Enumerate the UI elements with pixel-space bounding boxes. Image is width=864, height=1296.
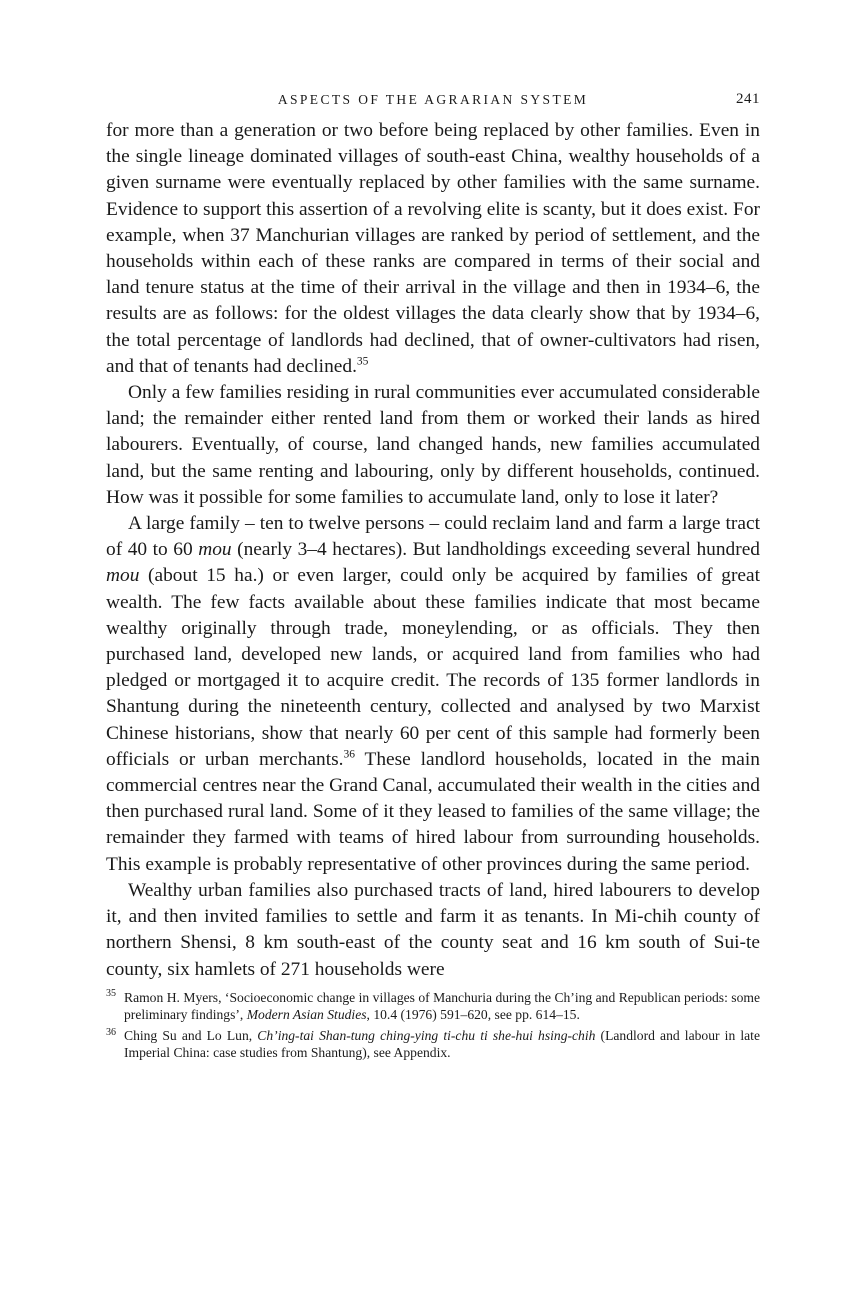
paragraph-2: Only a few families residing in rural communities ever accumulated considerable land; the remainder either rented land from them or worked their lands as hired labourers. Eventually, of course, land changed hands, new families accumulated land, but the same renting and labouring, only by different households, continued. How was it possible for some families to accumulate land, only to lose it later?: [106, 382, 760, 508]
footnote-text: Ching Su and Lo Lun,: [124, 1028, 258, 1044]
term-mou: mou: [198, 539, 232, 561]
journal-title: Modern Asian Studies: [246, 1006, 367, 1022]
paragraph-1-text: for more than a generation or two before being replaced by other families. Even in the single lineage dominated villages of south-east China, wealthy households of a given surname were eventually replaced by other families with the same surname. Evidence to support this assertion of a revolving elite is scanty, but it does exist. For example, when 37 Manchurian villages are ranked by period of settlement, and the households within each of these ranks are compared in terms of their social and land tenure status at the time of their arrival in the village and then in 1934–6, the results are as follows: for the oldest villages the data clearly show that by 1934–6, the total percentage of landlords had declined, that of owner-cultivators had risen, and that of tenants had declined.: [106, 120, 760, 377]
footnote-35: 35 Ramon H. Myers, ‘Socioeconomic change in villages of Manchuria during the Ch’ing and Republican periods: some preliminary findings’, Modern Asian Studies, 10.4 (1976) 591–620, see pp. 614–15.: [106, 988, 760, 1022]
footnotes: [106, 989, 760, 1062]
page-number: 241: [736, 91, 760, 107]
paragraph-1: [106, 118, 760, 380]
paragraph-3-text-c: (about 15 ha.) or even larger, could only be acquired by families of great wealth. The few facts available about these families indicate that most became wealthy originally through trade, moneylending, or as officials. They then purchased land, developed new lands, or acquired land from families who had pledged or mortgaged it to acquire credit. The records of 135 former landlords in Shantung during the nineteenth century, collected and analysed by two Marxist Chinese historians, show that nearly 60 per cent of this sample had formerly been officials or urban merchants.: [106, 565, 760, 770]
footnote-text: Ramon H. Myers, ‘Socioeconomic change in villages of Manchuria during the Ch’ing and Republican periods: some preliminary findings’,: [124, 989, 760, 1022]
paragraph-4: Wealthy urban families also purchased tracts of land, hired labourers to develop it, and then invited families to settle and farm it as tenants. In Mi-chih county of northern Shensi, 8 km south-east of the county seat and 16 km south of Sui-te county, six hamlets of 271 households were: [106, 879, 760, 980]
running-title: ASPECTS OF THE AGRARIAN SYSTEM: [277, 92, 589, 107]
running-head: [106, 88, 760, 114]
paragraph-3: [106, 511, 760, 878]
body-text: [106, 118, 760, 983]
book-page: [106, 88, 760, 1066]
footnote-text: (Landlord and labour in late Imperial China: case studies from Shantung), see Appendix.: [124, 1028, 760, 1061]
paragraph-3-text-d: These landlord households, located in the main commercial centres near the Grand Canal, accumulated their wealth in the cities and then purchased rural land. Some of it they leased to families of the same village; the remainder they farmed with teams of hired labour from surrounding households. This example is probably representative of other provinces during the same period.: [106, 748, 760, 875]
paragraph-3-text-a: A large family – ten to twelve persons – could reclaim land and farm a large tract of 40 to 60: [106, 513, 760, 561]
paragraph-3-text-b: (nearly 3–4 hectares). But landholdings exceeding several hundred: [231, 539, 760, 561]
footnote-ref-35[interactable]: 35: [356, 355, 369, 368]
term-mou: mou: [106, 565, 140, 587]
footnote-text: , 10.4 (1976) 591–620, see pp. 614–15.: [366, 1006, 580, 1022]
footnote-36: 36 Ching Su and Lo Lun, Ch’ing-tai Shan-tung ching-ying ti-chu ti she-hui hsing-chih (Landlord and labour in late Imperial China: case studies from Shantung), see Appendix.: [106, 1026, 760, 1061]
book-title: Ch’ing-tai Shan-tung ching-ying ti-chu ti she-hui hsing-chih: [257, 1028, 596, 1044]
footnote-ref-36[interactable]: 36: [343, 748, 355, 761]
